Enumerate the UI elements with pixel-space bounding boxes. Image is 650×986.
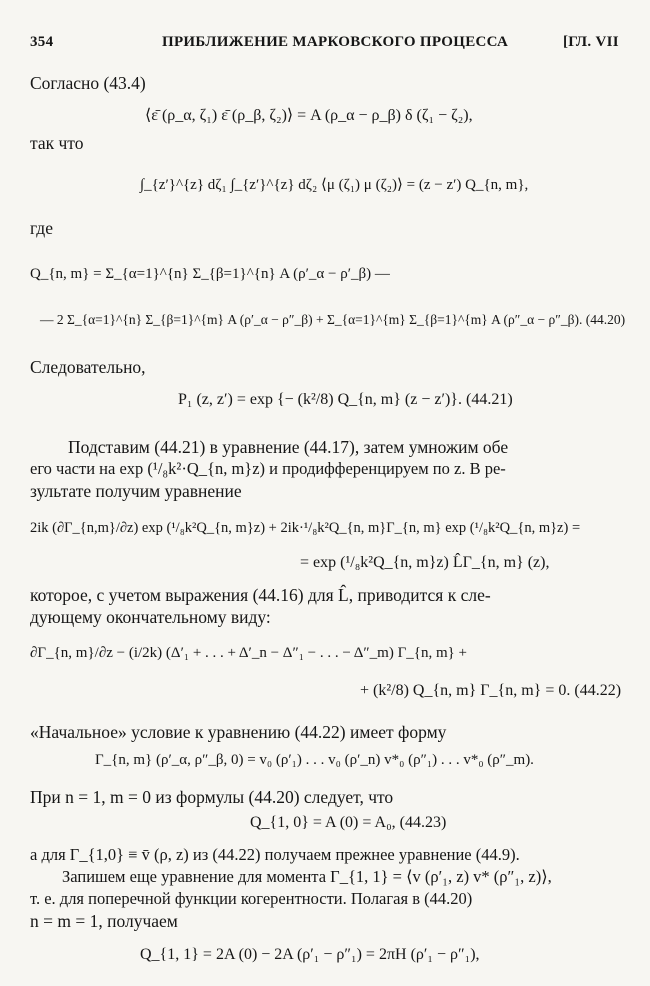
equation-line: = exp (¹/₈k²Q_{n, m}z) L̂Γ_{n, m} (z), <box>300 554 550 571</box>
equation-44-23: Q_{1, 0} = A (0) = A₀, (44.23) <box>250 814 447 831</box>
equation-initial-condition: Γ_{n, m} (ρ′_α, ρ″_β, 0) = v₀ (ρ′₁) . . . v₀ (ρ′_n) v*₀ (ρ″₁) . . . v*₀ (ρ″_m). <box>95 752 534 768</box>
text-line: Согласно (43.4) <box>30 73 146 93</box>
text-line: При n = 1, m = 0 из формулы (44.20) следует, что <box>30 787 394 807</box>
text-line: дующему окончательному виду: <box>30 607 271 627</box>
equation-line: 2ik (∂Γ_{n,m}/∂z) exp (¹/₈k²Q_{n, m}z) + 2ik·¹/₈k²Q_{n, m}Γ_{n, m} exp (¹/₈k²Q_{n, m}z) = <box>30 520 581 536</box>
text-line: так что <box>30 133 84 153</box>
text-line: n = m = 1, получаем <box>30 911 178 931</box>
page-number: 354 <box>30 34 54 50</box>
equation-q11: Q_{1, 1} = 2A (0) − 2A (ρ′₁ − ρ″₁) = 2πH (ρ′₁ − ρ″₁), <box>140 946 480 963</box>
running-title: ПРИБЛИЖЕНИЕ МАРКОВСКОГО ПРОЦЕССА <box>162 34 509 50</box>
equation-44-20-part1: Q_{n, m} = Σ_{α=1}^{n} Σ_{β=1}^{n} A (ρ′_α − ρ′_β) — <box>30 266 390 282</box>
text-line: которое, с учетом выражения (44.16) для L̂, приводится к сле- <box>30 585 491 605</box>
equation-43-4: ⟨ε̄ (ρ_α, ζ₁) ε̄ (ρ_β, ζ₂)⟩ = A (ρ_α − ρ_β) δ (ζ₁ − ζ₂), <box>145 107 473 124</box>
text-line: где <box>30 218 53 238</box>
equation-44-22-part2: + (k²/8) Q_{n, m} Γ_{n, m} = 0. (44.22) <box>360 682 622 699</box>
text-line: Запишем еще уравнение для момента Γ_{1, 1} = ⟨v (ρ′₁, z) v* (ρ″₁, z)⟩, <box>62 867 552 886</box>
chapter-label: [ГЛ. VII <box>563 34 619 50</box>
text-line: а для Γ_{1,0} ≡ v̄ (ρ, z) из (44.22) получаем прежнее уравнение (44.9). <box>30 845 520 864</box>
text-line: Подставим (44.21) в уравнение (44.17), затем умножим обе <box>68 437 509 457</box>
text-line: «Начальное» условие к уравнению (44.22) имеет форму <box>30 722 447 742</box>
text-line: т. е. для поперечной функции когерентности. Полагая в (44.20) <box>30 889 473 908</box>
equation-44-20-part2: — 2 Σ_{α=1}^{n} Σ_{β=1}^{m} A (ρ′_α − ρ″_β) + Σ_{α=1}^{m} Σ_{β=1}^{m} A (ρ″_α − ρ″_β). (44.20) <box>40 312 626 327</box>
equation-44-21: P₁ (z, z′) = exp {− (k²/8) Q_{n, m} (z − z′)}. (44.21) <box>178 391 513 408</box>
text-line: Следовательно, <box>30 357 146 377</box>
text-line: зультате получим уравнение <box>30 481 242 501</box>
equation-integral: ∫_{z′}^{z} dζ₁ ∫_{z′}^{z} dζ₂ ⟨μ (ζ₁) μ (ζ₂)⟩ = (z − z′) Q_{n, m}, <box>140 177 529 193</box>
equation-44-22-part1: ∂Γ_{n, m}/∂z − (i/2k) (Δ′₁ + . . . + Δ′_n − Δ″₁ − . . . − Δ″_m) Γ_{n, m} + <box>30 645 468 661</box>
text-line: его части на exp (¹/₈k²·Q_{n, m}z) и продифференцируем по z. В ре- <box>30 459 506 478</box>
